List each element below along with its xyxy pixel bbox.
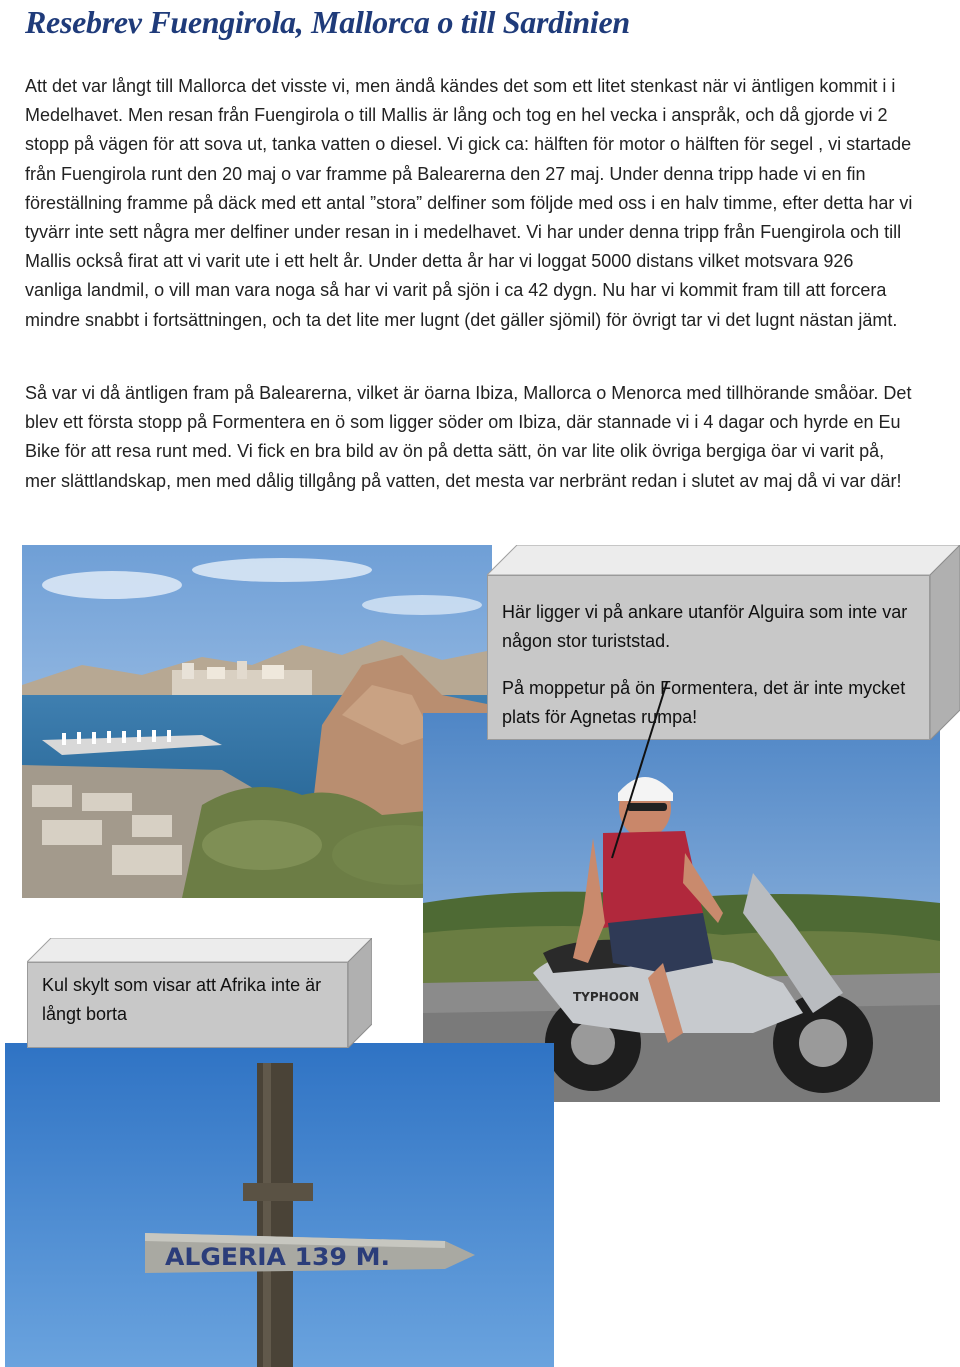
caption-signpost: Kul skylt som visar att Afrika inte är långt borta	[42, 975, 322, 1024]
paragraph-1: Att det var långt till Mallorca det visste vi, men ändå kändes det som ett litet stenkast när vi äntligen kommit i i Medelhavet. Men resan från Fuengirola o till Mallis är lång och tog en hel vecka i anspråk, och då gjorde vi 2 stopp på vägen för att sova ut, tanka vatten o diesel. Vi gick ca: hälften för motor o hälften för segel , vi startade från Fuengirola runt den 20 maj o var framme på Balearerna den 27 maj. Under denna tripp hade vi en fin föreställning framme på däck med ett antal ”stora” delfiner som följde med oss i en halv timme, efter detta har vi tyvärr inte sett några mer delfiner under resan in i medelhavet. Vi har under denna tripp från Fuengirola och till Mallis också firat att vi varit ute i ett helt år. Under detta år har vi loggat 5000 distans vilket motsvara 926 vanliga landmil, o vill man vara noga så har vi varit på sjön i ca 42 dygn. Nu har vi kommit fram till att forcera mindre snabbt i fortsättningen, och ta det lite mer lugnt (det gäller sjömil) för övrigt tar vi det lugnt nästan jämt.	[25, 76, 913, 330]
caption-harbor: Här ligger vi på ankare utanför Alguira som inte var någon stor turiststad.	[502, 602, 908, 651]
page-title: Resebrev Fuengirola, Mallorca o till Sardinien	[25, 4, 630, 40]
paragraph-2: Så var vi då äntligen fram på Balearerna, vilket är öarna Ibiza, Mallorca o Menorca med tillhörande småöar. Det blev ett första stopp på Formentera en ö som ligger söder om Ibiza, där stannade vi i 4 dagar och hyrde en Eu Bike för att resa runt med. Vi fick en bra bild av ön på detta sätt, ön var lite olik övriga bergiga öar vi varit på, mer slättlandskap, men med dålig tillgång på vatten, det mesta var nerbränt redan i slutet av maj då vi var där!	[25, 383, 912, 491]
scooter-brand-text: TYPHOON	[573, 990, 640, 1004]
caption-scooter: På moppetur på ön Formentera, det är inte mycket plats för Agnetas rumpa!	[502, 678, 906, 727]
callout-left	[27, 938, 372, 1048]
signpost-text: ALGERIA 139 M.	[165, 1243, 390, 1271]
callout-left-box	[27, 962, 348, 1048]
